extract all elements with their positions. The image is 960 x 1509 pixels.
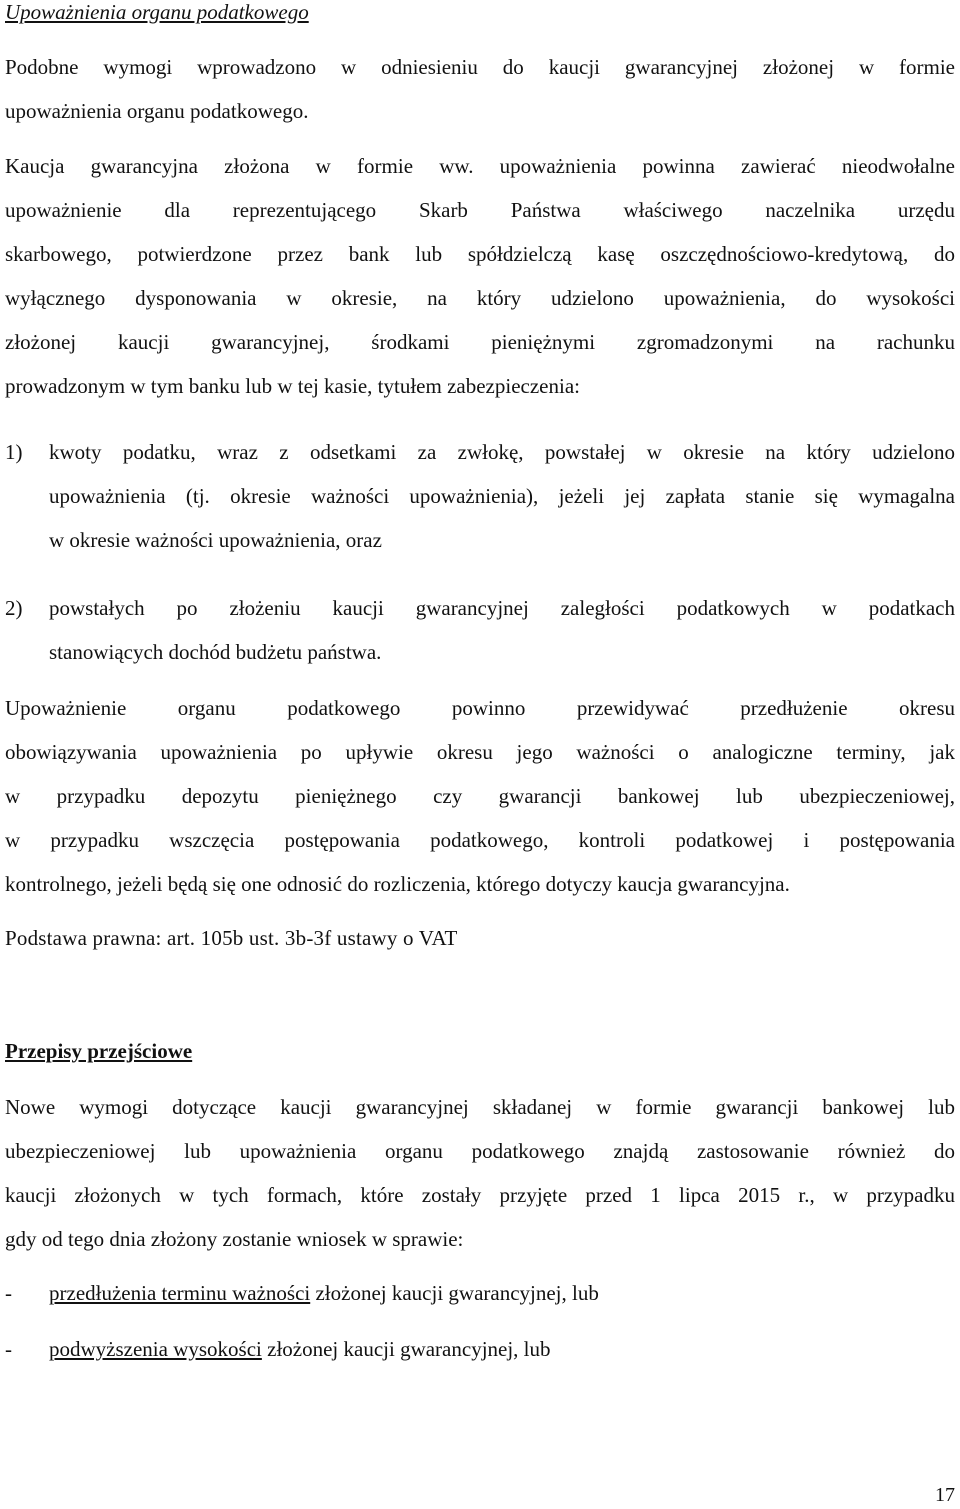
list-item-text xyxy=(49,430,955,562)
underlined-text: podwyższenia wysokości xyxy=(49,1337,262,1361)
list-item-text xyxy=(49,586,955,674)
page-number: 17 xyxy=(935,1484,955,1506)
section-heading-transitional: Przepisy przejściowe xyxy=(5,1039,193,1063)
underlined-text: przedłużenia terminu ważności xyxy=(49,1281,311,1305)
text-line: upoważnienia organu podatkowego. xyxy=(5,99,309,123)
list-number: 1) xyxy=(5,440,23,464)
plain-text: złożonej kaucji gwarancyjnej, lub xyxy=(261,1337,551,1361)
section-heading-authorizations: Upoważnienia organu podatkowego xyxy=(5,0,309,24)
text-line: kaucji złożonych w tych formach, które zostały przyjęte przed 1 lipca 2015 r., w przypadku xyxy=(5,1183,955,1207)
text-line: prowadzonym w tym banku lub w tej kasie, tytułem zabezpieczenia: xyxy=(5,374,580,398)
text-line: kontrolnego, jeżeli będą się one odnosić do rozliczenia, którego dotyczy kaucja gwarancyjna. xyxy=(5,872,790,896)
list-item xyxy=(5,430,955,562)
text-line: ubezpieczeniowej lub upoważnienia organu podatkowego znajdą zastosowanie również do xyxy=(5,1139,955,1163)
dash-marker: - xyxy=(5,1281,12,1305)
text-line: Podobne wymogi wprowadzono w odniesieniu do kaucji gwarancyjnej złożonej w formie xyxy=(5,55,955,79)
list-number: 2) xyxy=(5,596,23,620)
text-line: Upoważnienie organu podatkowego powinno przewidywać przedłużenie okresu xyxy=(5,696,955,720)
text-line: w okresie ważności upoważnienia, oraz xyxy=(49,528,382,552)
paragraph-deposit-content xyxy=(5,144,955,408)
text-line: powstałych po złożeniu kaucji gwarancyjnej zaległości podatkowych w podatkach xyxy=(49,596,955,620)
paragraph-transitional xyxy=(5,1085,955,1261)
text-line: kwoty podatku, wraz z odsetkami za zwłokę, powstałej w okresie na który udzielono xyxy=(49,440,955,464)
text-line: złożonej kaucji gwarancyjnej, środkami pieniężnymi zgromadzonymi na rachunku xyxy=(5,330,955,354)
legal-basis: Podstawa prawna: art. 105b ust. 3b-3f ustawy o VAT xyxy=(5,926,458,950)
text-line: stanowiących dochód budżetu państwa. xyxy=(49,640,382,664)
text-line: Nowe wymogi dotyczące kaucji gwarancyjnej składanej w formie gwarancji bankowej lub xyxy=(5,1095,955,1119)
text-line: skarbowego, potwierdzone przez bank lub spółdzielczą kasę oszczędnościowo-kredytową, do xyxy=(5,242,955,266)
text-line: upoważnienia (tj. okresie ważności upoważnienia), jeżeli jej zapłata stanie się wymagalna xyxy=(49,484,955,508)
text-line: w przypadku wszczęcia postępowania podatkowego, kontroli podatkowej i postępowania xyxy=(5,828,955,852)
dash-marker: - xyxy=(5,1337,12,1361)
list-item xyxy=(5,586,955,674)
text-line: w przypadku depozytu pieniężnego czy gwarancji bankowej lub ubezpieczeniowej, xyxy=(5,784,955,808)
paragraph-similar-requirements xyxy=(5,45,955,133)
text-line: obowiązywania upoważnienia po upływie okresu jego ważności o analogiczne terminy, jak xyxy=(5,740,955,764)
text-line: Kaucja gwarancyjna złożona w formie ww. upoważnienia powinna zawierać nieodwołalne xyxy=(5,154,955,178)
text-line: gdy od tego dnia złożony zostanie wniosek w sprawie: xyxy=(5,1227,464,1251)
plain-text: złożonej kaucji gwarancyjnej, lub xyxy=(310,1281,599,1305)
dash-item-text xyxy=(49,1279,599,1307)
paragraph-extension xyxy=(5,686,955,906)
text-line: upoważnienie dla reprezentującego Skarb Państwa właściwego naczelnika urzędu xyxy=(5,198,955,222)
dash-item-text xyxy=(49,1335,551,1363)
text-line: wyłącznego dysponowania w okresie, na który udzielono upoważnienia, do wysokości xyxy=(5,286,955,310)
